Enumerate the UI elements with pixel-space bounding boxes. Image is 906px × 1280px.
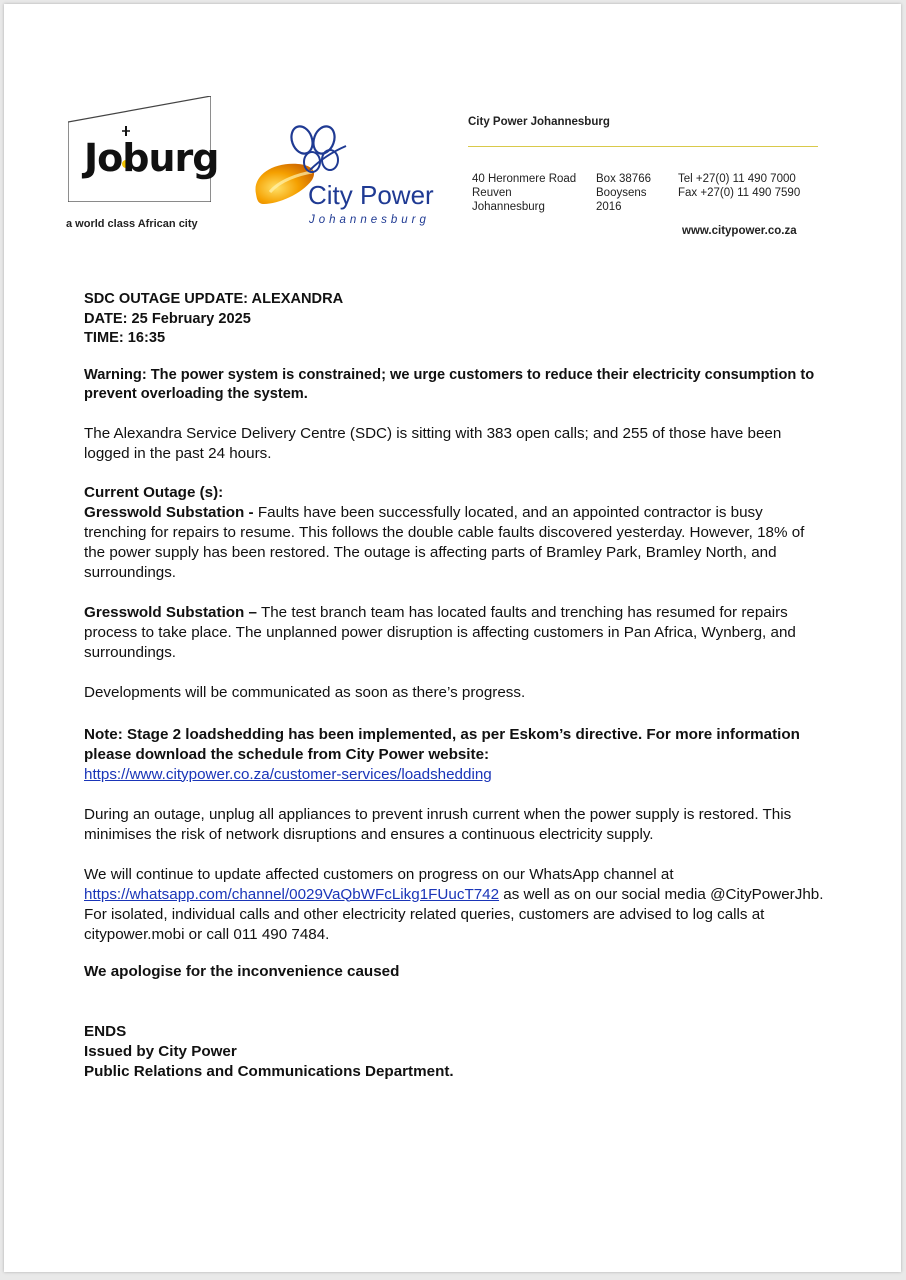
current-outages-heading: Current Outage (s): [84,483,224,501]
header-divider [468,146,818,147]
address-line: 40 Heronmere Road [472,173,577,185]
address-line: Reuven [472,187,512,199]
outage-1-name: Gresswold Substation - [84,503,254,521]
outage-item-1 [84,503,829,583]
updates-paragraph [84,865,829,945]
citypower-logo-title: City Power [308,180,434,210]
warning-paragraph: Warning: The power system is constrained; we urge customers to reduce their electricity consumption to prevent overloading the system. [84,366,815,402]
website: www.citypower.co.za [682,225,797,237]
outage-item-2 [84,603,829,663]
issued-by-line: Issued by City Power [84,1042,237,1060]
tel-line: Tel +27(0) 11 490 7000 [678,173,796,185]
joburg-logo [68,96,219,202]
street-address [472,172,576,214]
memo-time: TIME: 16:35 [84,330,166,346]
org-name: City Power Johannesburg [468,116,610,128]
box-line: Booysens [596,187,647,199]
whatsapp-channel-link[interactable]: https://whatsapp.com/channel/0029VaQbWFcLikg1FUucT742 [84,885,500,903]
joburg-logo-text: Joburg [84,136,219,180]
box-line: 2016 [596,201,622,213]
updates-text-pre: We will continue to update affected customers on progress on our WhatsApp channel at [84,865,674,883]
document-page [4,4,901,1272]
outage-2-name: Gresswold Substation – [84,603,258,621]
postal-address [596,172,651,214]
developments-paragraph: Developments will be communicated as soon as there’s progress. [84,683,526,701]
outage-advice-paragraph: During an outage, unplug all appliances to prevent inrush current when the power supply is restored. This minimises the risk of network disruptions and ensures a continuous electricity supply. [84,805,792,843]
document-body [84,290,829,1082]
outage-1-text: Faults have been successfully located, and an appointed contractor is busy trenching for repairs to resume. This follows the double cable faults discovered yesterday. However, 18% of the power supply has been restored. The outage is affecting parts of Bramley Park, Bramley North, and surroundings. [84,503,805,581]
ends-line: ENDS [84,1022,127,1040]
contact-numbers [678,172,800,200]
fax-line: Fax +27(0) 11 490 7590 [678,187,801,199]
loadshedding-link[interactable]: https://www.citypower.co.za/customer-services/loadshedding [84,765,492,783]
memo-title: SDC OUTAGE UPDATE: ALEXANDRA [84,291,344,307]
sdc-status-paragraph: The Alexandra Service Delivery Centre (SDC) is sitting with 383 open calls; and 255 of those have been logged in the past 24 hours. [84,424,782,462]
address-line: Johannesburg [472,201,545,213]
updates-text-post: as well as on our social media @CityPowerJhb. For isolated, individual calls and other electricity related queries, customers are advised to log calls at citypower.mobi or call 011 490 7484. [84,885,824,943]
joburg-tagline: a world class African city [66,218,198,230]
citypower-logo-subtitle: Johannesburg [309,214,430,226]
outage-2-text: The test branch team has located faults and trenching has resumed for repairs process to take place. The unplanned power disruption is affecting customers in Pan Africa, Wynberg, and surroundings. [84,603,796,661]
apology-line: We apologise for the inconvenience caused [84,962,400,980]
department-line: Public Relations and Communications Department. [84,1062,454,1080]
loadshedding-note: Note: Stage 2 loadshedding has been implemented, as per Eskom’s directive. For more information please download the schedule from City Power website: [84,725,800,763]
box-line: Box 38766 [596,173,651,185]
memo-date: DATE: 25 February 2025 [84,310,251,327]
